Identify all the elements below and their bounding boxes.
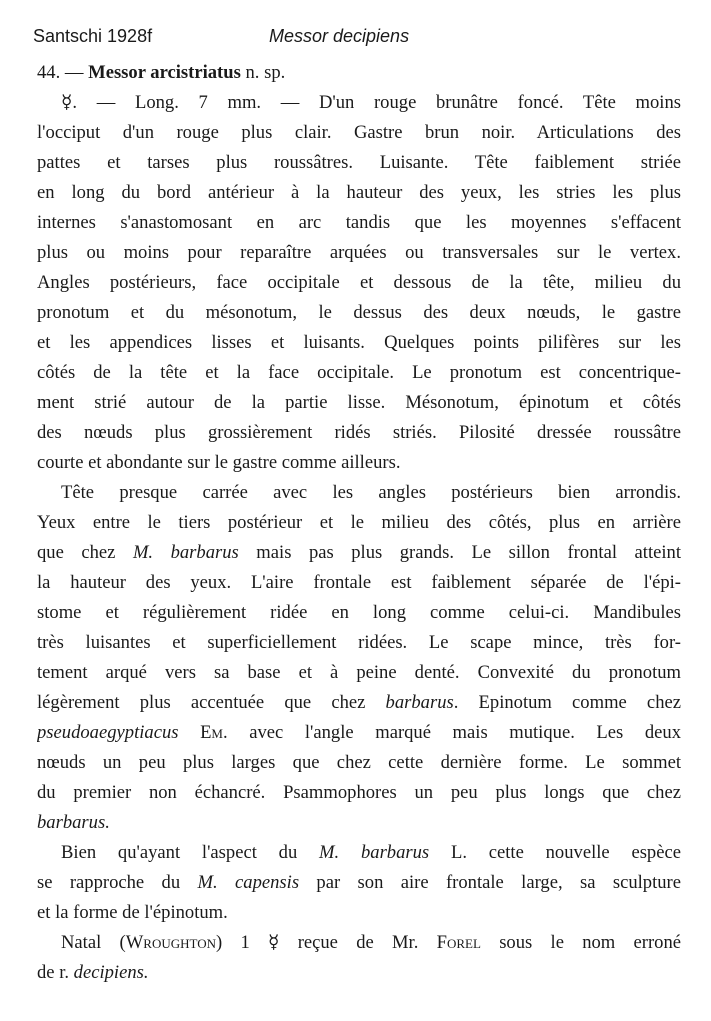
text-line: en long du bord antérieur à la hauteur des yeux, les stries les plus bbox=[37, 182, 681, 203]
text-line: pronotum et du mésonotum, le dessus des deux nœuds, le gastre bbox=[37, 302, 681, 323]
text-line: internes s'anastomosant en arc tandis que les moyennes s'effacent bbox=[37, 212, 681, 233]
text-line: tement arqué vers sa base et à peine denté. Convexité du pronotum bbox=[37, 662, 681, 683]
taxon-name: pseudoaegyptiacus bbox=[37, 722, 179, 743]
text-line bbox=[37, 838, 681, 868]
text-line: Tête presque carrée avec les angles postérieurs bien arrondis. bbox=[61, 482, 681, 503]
running-header bbox=[33, 24, 673, 48]
text-line bbox=[37, 538, 681, 568]
text-line: ment strié autour de la partie lisse. Mésonotum, épinotum et côtés bbox=[37, 392, 681, 413]
paragraph-description bbox=[37, 88, 681, 478]
text-run: mais pas plus grands. Le sillon frontal atteint bbox=[238, 542, 681, 563]
text-line: Angles postérieurs, face occipitale et dessous de la tête, milieu du bbox=[37, 272, 681, 293]
text-line: pattes et tarses plus roussâtres. Luisante. Tête faiblement striée bbox=[37, 152, 681, 173]
donor-name: Forel bbox=[436, 932, 481, 953]
taxon-name: decipiens. bbox=[73, 962, 149, 983]
species-status: n. sp. bbox=[245, 62, 286, 83]
text-run: Bien qu'ayant l'aspect du bbox=[61, 842, 320, 863]
text-line bbox=[37, 868, 681, 898]
taxon-name: M. capensis bbox=[197, 872, 300, 893]
text-line: stome et régulièrement ridée en long comme celui-ci. Mandibules bbox=[37, 602, 681, 623]
text-run: Natal ( bbox=[61, 932, 126, 953]
text-run: se rapproche du bbox=[37, 872, 198, 893]
text-line: l'occiput d'un rouge plus clair. Gastre brun noir. Articulations des bbox=[37, 122, 681, 143]
heading-number: 44. — bbox=[37, 62, 84, 83]
text-line bbox=[37, 688, 681, 718]
text-line: nœuds un peu plus larges que chez cette dernière forme. Le sommet bbox=[37, 752, 681, 773]
text-run: avec l'angle marqué mais mutique. Les deux bbox=[227, 722, 681, 743]
text-line: la hauteur des yeux. L'aire frontale est faiblement séparée de l'épi- bbox=[37, 572, 681, 593]
taxon-name: M. barbarus bbox=[132, 542, 239, 563]
text-line: ☿. — Long. 7 mm. — D'un rouge brunâtre foncé. Tête moins bbox=[61, 92, 681, 113]
text-run: . Epinotum comme chez bbox=[453, 692, 681, 713]
text-line: des nœuds plus grossièrement ridés striés. Pilosité dressée roussâtre bbox=[37, 422, 681, 443]
text-line: courte et abondante sur le gastre comme ailleurs. bbox=[37, 452, 401, 473]
text-line: du premier non échancré. Psammophores un peu plus longs que chez bbox=[37, 782, 681, 803]
paragraph-morphology bbox=[37, 478, 681, 838]
text-run: de r. bbox=[37, 962, 74, 983]
text-run: sous le nom erroné bbox=[480, 932, 681, 953]
text-line bbox=[37, 718, 681, 748]
species-heading bbox=[37, 58, 681, 88]
text-line bbox=[37, 808, 681, 838]
text-run: que chez bbox=[37, 542, 133, 563]
header-author: Santschi 1928f bbox=[33, 26, 153, 46]
text-line: très luisantes et superficiellement ridées. Le scape mince, très for- bbox=[37, 632, 681, 653]
taxon-name: barbarus bbox=[385, 692, 454, 713]
author-abbrev: Em. bbox=[200, 722, 228, 743]
paragraph-locality bbox=[37, 928, 681, 988]
text-run: L. cette nouvelle espèce bbox=[429, 842, 681, 863]
taxon-name: barbarus. bbox=[37, 812, 110, 833]
text-run: ) 1 ☿ reçue de Mr. bbox=[216, 932, 437, 953]
species-name: Messor arcistriatus bbox=[88, 62, 241, 83]
taxon-name: M. barbarus bbox=[319, 842, 430, 863]
text-line: et les appendices lisses et luisants. Quelques points pilifères sur les bbox=[37, 332, 681, 353]
text-line: plus ou moins pour reparaître arquées ou transversales sur le vertex. bbox=[37, 242, 681, 263]
text-line bbox=[37, 928, 681, 958]
header-taxon: Messor decipiens bbox=[269, 26, 410, 46]
text-line: Yeux entre le tiers postérieur et le milieu des côtés, plus en arrière bbox=[37, 512, 681, 533]
page-body bbox=[37, 58, 681, 988]
collector-name: Wroughton bbox=[125, 932, 216, 953]
text-run: légèrement plus accentuée que chez bbox=[37, 692, 386, 713]
text-run: par son aire frontale large, sa sculpture bbox=[299, 872, 681, 893]
text-line bbox=[37, 958, 681, 988]
text-line: côtés de la tête et la face occipitale. Le pronotum est concentrique- bbox=[37, 362, 681, 383]
text-line: et la forme de l'épinotum. bbox=[37, 902, 228, 923]
paragraph-comparison bbox=[37, 838, 681, 928]
